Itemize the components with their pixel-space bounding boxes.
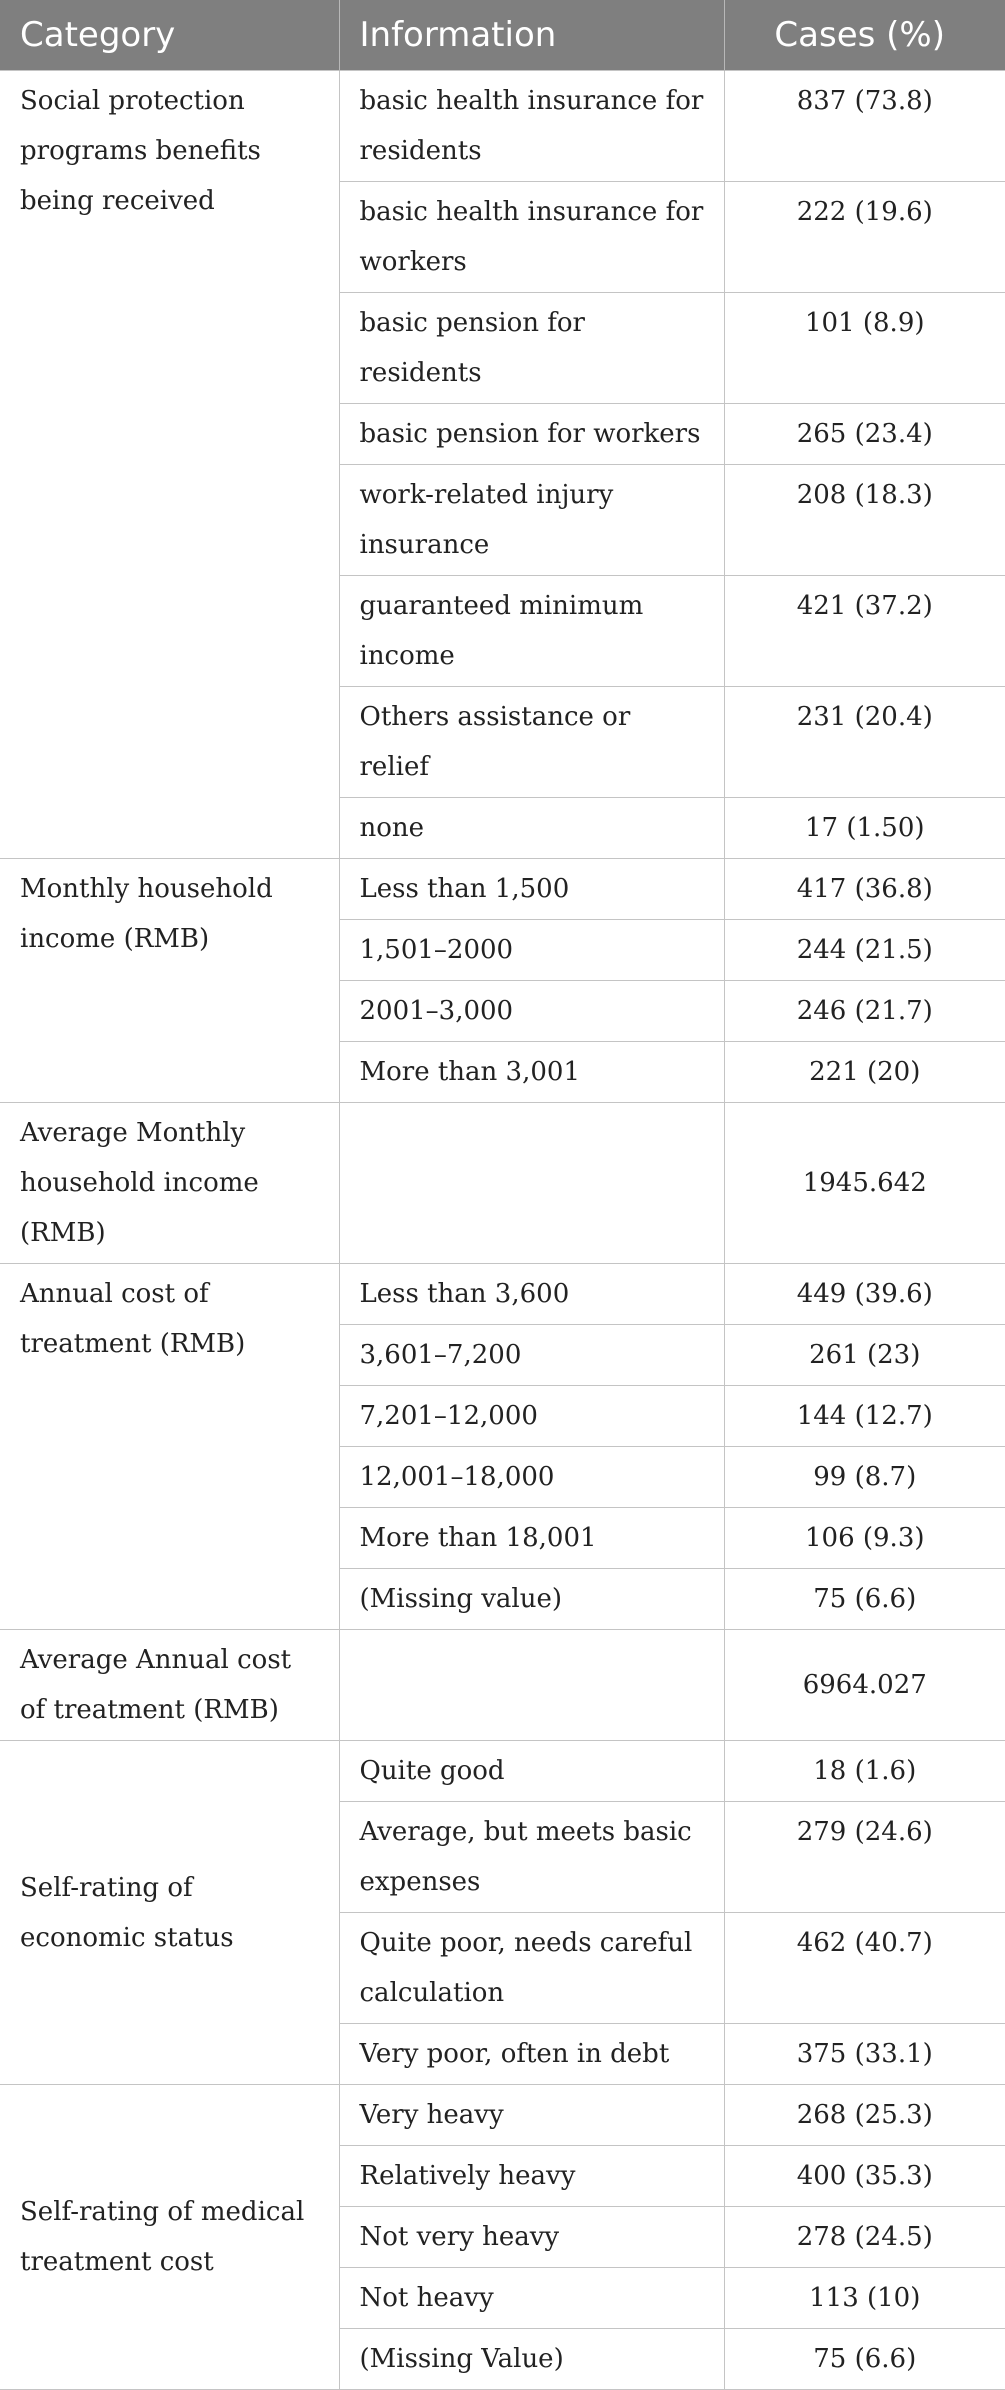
table-row	[0, 2085, 1005, 2146]
header-row	[0, 0, 1005, 71]
cases-cell: 265 (23.4)	[724, 404, 1005, 465]
cases-cell: 1945.642	[724, 1103, 1005, 1264]
header-cases: Cases (%)	[724, 0, 1005, 71]
info-cell: More than 18,001	[339, 1508, 724, 1569]
cases-cell: 101 (8.9)	[724, 293, 1005, 404]
table-body	[0, 71, 1005, 2390]
info-cell: work-related injury insurance	[339, 465, 724, 576]
info-cell: Less than 3,600	[339, 1264, 724, 1325]
cases-cell: 17 (1.50)	[724, 798, 1005, 859]
info-cell: Very heavy	[339, 2085, 724, 2146]
cases-cell: 449 (39.6)	[724, 1264, 1005, 1325]
cases-cell: 279 (24.6)	[724, 1802, 1005, 1913]
category-cell: Average Monthly household income (RMB)	[0, 1103, 339, 1264]
category-cell: Self-rating of medical treatment cost	[0, 2085, 339, 2390]
table-row	[0, 1741, 1005, 1802]
info-cell: More than 3,001	[339, 1042, 724, 1103]
info-cell: Quite poor, needs careful calculation	[339, 1913, 724, 2024]
table-row	[0, 71, 1005, 182]
cases-cell: 837 (73.8)	[724, 71, 1005, 182]
cases-cell: 222 (19.6)	[724, 182, 1005, 293]
info-cell: Not heavy	[339, 2268, 724, 2329]
cases-cell: 18 (1.6)	[724, 1741, 1005, 1802]
cases-cell: 375 (33.1)	[724, 2024, 1005, 2085]
info-cell: none	[339, 798, 724, 859]
info-cell: 1,501–2000	[339, 920, 724, 981]
info-cell: (Missing Value)	[339, 2329, 724, 2390]
info-cell: Not very heavy	[339, 2207, 724, 2268]
info-cell: 2001–3,000	[339, 981, 724, 1042]
info-cell: 3,601–7,200	[339, 1325, 724, 1386]
category-cell: Social protection programs benefits being received	[0, 71, 339, 859]
info-cell: basic pension for residents	[339, 293, 724, 404]
header-category: Category	[0, 0, 339, 71]
table-row	[0, 859, 1005, 920]
category-cell: Annual cost of treatment (RMB)	[0, 1264, 339, 1630]
info-cell: basic health insurance for residents	[339, 71, 724, 182]
info-cell	[339, 1630, 724, 1741]
category-cell: Monthly household income (RMB)	[0, 859, 339, 1103]
cases-cell: 221 (20)	[724, 1042, 1005, 1103]
table-row	[0, 1103, 1005, 1264]
cases-cell: 144 (12.7)	[724, 1386, 1005, 1447]
cases-cell: 261 (23)	[724, 1325, 1005, 1386]
info-cell: Very poor, often in debt	[339, 2024, 724, 2085]
info-cell: 12,001–18,000	[339, 1447, 724, 1508]
category-cell: Average Annual cost of treatment (RMB)	[0, 1630, 339, 1741]
cases-cell: 99 (8.7)	[724, 1447, 1005, 1508]
cases-cell: 113 (10)	[724, 2268, 1005, 2329]
cases-cell: 231 (20.4)	[724, 687, 1005, 798]
info-cell: (Missing value)	[339, 1569, 724, 1630]
table-row	[0, 1630, 1005, 1741]
info-cell	[339, 1103, 724, 1264]
info-cell: 7,201–12,000	[339, 1386, 724, 1447]
info-cell: Others assistance or relief	[339, 687, 724, 798]
info-cell: basic health insurance for workers	[339, 182, 724, 293]
info-cell: guaranteed minimum income	[339, 576, 724, 687]
table-header	[0, 0, 1005, 71]
info-cell: Average, but meets basic expenses	[339, 1802, 724, 1913]
cases-cell: 268 (25.3)	[724, 2085, 1005, 2146]
category-cell: Self-rating of economic status	[0, 1741, 339, 2085]
cases-cell: 462 (40.7)	[724, 1913, 1005, 2024]
info-cell: Relatively heavy	[339, 2146, 724, 2207]
cases-cell: 75 (6.6)	[724, 2329, 1005, 2390]
cases-cell: 278 (24.5)	[724, 2207, 1005, 2268]
info-cell: basic pension for workers	[339, 404, 724, 465]
info-cell: Less than 1,500	[339, 859, 724, 920]
cases-cell: 106 (9.3)	[724, 1508, 1005, 1569]
cases-cell: 208 (18.3)	[724, 465, 1005, 576]
cases-cell: 421 (37.2)	[724, 576, 1005, 687]
table-row	[0, 1264, 1005, 1325]
cases-cell: 246 (21.7)	[724, 981, 1005, 1042]
cases-cell: 6964.027	[724, 1630, 1005, 1741]
header-information: Information	[339, 0, 724, 71]
cases-cell: 75 (6.6)	[724, 1569, 1005, 1630]
cases-cell: 244 (21.5)	[724, 920, 1005, 981]
cases-cell: 417 (36.8)	[724, 859, 1005, 920]
cases-cell: 400 (35.3)	[724, 2146, 1005, 2207]
info-cell: Quite good	[339, 1741, 724, 1802]
